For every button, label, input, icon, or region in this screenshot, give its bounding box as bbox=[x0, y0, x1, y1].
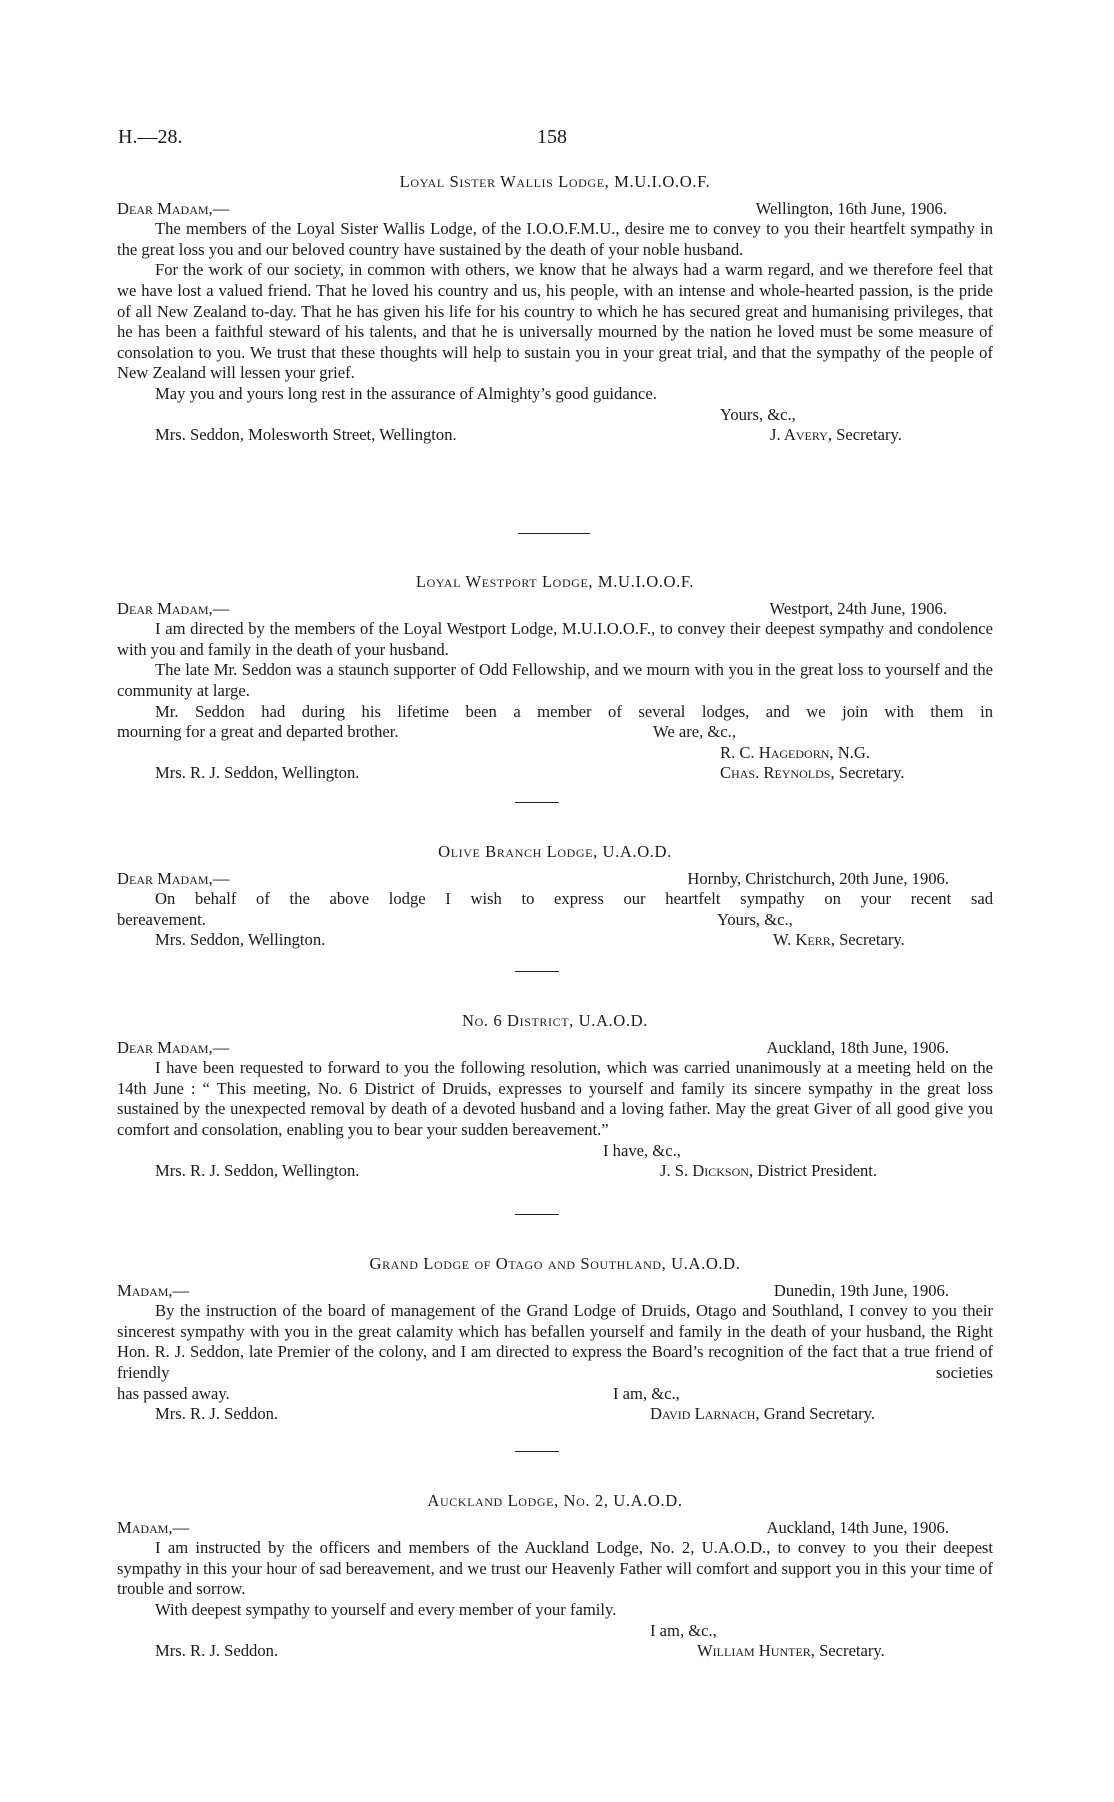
paragraph: Mr. Seddon had during his lifetime been a member of several lodges, and we join with them in bbox=[155, 701, 993, 721]
paragraph: The members of the Loyal Sister Wallis Lodge, of the I.O.O.F.M.U., desire me to convey to you their heartfelt sympathy in the great loss you and our beloved country have sustained by the death of your noble husband. bbox=[117, 219, 993, 259]
signature-role: , Secretary. bbox=[830, 930, 905, 950]
signature bbox=[720, 743, 870, 764]
salutation: Dear Madam,— bbox=[117, 198, 230, 218]
letter-no6-district bbox=[117, 1011, 993, 1182]
addressee: Mrs. Seddon, Molesworth Street, Wellington. bbox=[155, 425, 457, 445]
letter-title: Grand Lodge of Otago and Southland, U.A.O.D. bbox=[369, 1254, 741, 1273]
place-date: Auckland, 18th June, 1906. bbox=[766, 1037, 949, 1057]
letter-title: Auckland Lodge, No. 2, U.A.O.D. bbox=[427, 1491, 683, 1510]
letter-title: No. 6 District, U.A.O.D. bbox=[462, 1011, 648, 1030]
salutation: Dear Madam,— bbox=[117, 1037, 230, 1057]
separator-rule bbox=[515, 971, 559, 972]
signature-name: Chas. Reynolds bbox=[720, 763, 831, 783]
page-number: 158 bbox=[537, 126, 567, 148]
separator-rule bbox=[515, 1214, 559, 1215]
signature-role: , District President. bbox=[748, 1161, 878, 1181]
letter-title: Loyal Westport Lodge, M.U.I.O.O.F. bbox=[415, 572, 695, 591]
paragraph: May you and yours long rest in the assurance of Almighty’s good guidance. bbox=[155, 383, 657, 403]
signature bbox=[720, 763, 904, 784]
closing: I have, &c., bbox=[603, 1140, 681, 1160]
signature-role: , Secretary. bbox=[810, 1641, 885, 1661]
paragraph: For the work of our society, in common with others, we know that he always had a warm regard, and we therefore feel that we have lost a valued friend. That he loved his country and us, his people, with an intense and whole-hearted passion, is the pride of all New Zealand to-day. That he has given his life for his country to which he has secured great and humanising privileges, that he has been a faithful steward of his talents, and that he is universally mourned by the nation he loved must be some measure of consolation to you. We trust that these thoughts will help to sustain you in your great trial, and that the sympathy of the people of New Zealand will lessen your grief. bbox=[117, 260, 993, 383]
signature-name: R. C. Hagedorn bbox=[720, 742, 830, 762]
addressee: Mrs. R. J. Seddon. bbox=[155, 1641, 279, 1661]
signature bbox=[770, 425, 902, 446]
place-date: Auckland, 14th June, 1906. bbox=[766, 1517, 949, 1537]
signature-name: W. Kerr bbox=[773, 930, 831, 950]
signature-role: , Secretary. bbox=[827, 425, 902, 445]
closing: I am, &c., bbox=[650, 1620, 717, 1640]
document-code: H.—28. bbox=[118, 126, 183, 148]
separator-rule bbox=[518, 533, 590, 534]
signature bbox=[773, 930, 905, 951]
paragraph: The late Mr. Seddon was a staunch supporter of Odd Fellowship, and we mourn with you in the great loss to yourself and the community at large. bbox=[117, 660, 993, 700]
paragraph: By the instruction of the board of management of the Grand Lodge of Druids, Otago and Southland, I convey to you their sincerest sympathy with you in the great calamity which has befallen yourself and family in the death of your husband, the Right Hon. R. J. Seddon, late Premier of the colony, and I am directed to express the Board’s recognition of the fact that a true friend of friendly societies bbox=[117, 1301, 993, 1382]
closing: We are, &c., bbox=[653, 722, 736, 742]
place-date: Dunedin, 19th June, 1906. bbox=[773, 1280, 949, 1300]
paragraph: I have been requested to forward to you the following resolution, which was carried unanimously at a meeting held on the 14th June : “ This meeting, No. 6 District of Druids, expresses to yourself and family its sincere sympathy in the great loss sustained by the unexpected removal by death of a devoted husband and a loving father. May the great Giver of all good give you comfort and consolation, enabling you to bear your sudden bereavement.” bbox=[117, 1058, 993, 1139]
paragraph: I am directed by the members of the Loyal Westport Lodge, M.U.I.O.O.F., to convey their deepest sympathy and condolence with you and family in the death of your husband. bbox=[117, 619, 993, 659]
addressee: Mrs. R. J. Seddon, Wellington. bbox=[155, 1161, 360, 1181]
addressee: Mrs. Seddon, Wellington. bbox=[155, 930, 326, 950]
letter-westport bbox=[117, 572, 993, 784]
signature bbox=[660, 1161, 877, 1182]
letter-olive-branch bbox=[117, 842, 993, 951]
paragraph-last-line: mourning for a great and departed brother. bbox=[117, 722, 399, 742]
signature-role: , Grand Secretary. bbox=[755, 1404, 876, 1424]
separator-rule bbox=[515, 1451, 559, 1452]
signature bbox=[650, 1404, 875, 1425]
signature-role: , N.G. bbox=[829, 742, 870, 762]
closing: I am, &c., bbox=[613, 1383, 680, 1403]
salutation: Dear Madam,— bbox=[117, 598, 230, 618]
signature bbox=[697, 1641, 885, 1662]
addressee: Mrs. R. J. Seddon. bbox=[155, 1404, 279, 1424]
salutation: Dear Madam,— bbox=[117, 868, 230, 888]
place-date: Hornby, Christchurch, 20th June, 1906. bbox=[687, 868, 949, 888]
salutation: Madam,— bbox=[117, 1280, 190, 1300]
signature-name: J. S. Dickson bbox=[660, 1161, 749, 1181]
closing: Yours, &c., bbox=[720, 404, 796, 424]
paragraph-last-line: has passed away. bbox=[117, 1383, 230, 1403]
addressee: Mrs. R. J. Seddon, Wellington. bbox=[155, 763, 360, 783]
signature-role: , Secretary. bbox=[830, 763, 905, 783]
letter-title: Loyal Sister Wallis Lodge, M.U.I.O.O.F. bbox=[399, 172, 711, 191]
letter-sister-wallis bbox=[117, 172, 993, 446]
salutation: Madam,— bbox=[117, 1517, 190, 1537]
signature-name: David Larnach bbox=[650, 1404, 756, 1424]
paragraph: With deepest sympathy to yourself and every member of your family. bbox=[155, 1599, 617, 1619]
signature-name: William Hunter bbox=[697, 1641, 811, 1661]
paragraph: I am instructed by the officers and members of the Auckland Lodge, No. 2, U.A.O.D., to convey to you their deepest sympathy in this your hour of sad bereavement, and we trust our Heavenly Father will comfort and support you in this your time of trouble and sorrow. bbox=[117, 1538, 993, 1599]
separator-rule bbox=[515, 802, 559, 803]
paragraph-last-line: bereavement. bbox=[117, 909, 206, 929]
paragraph: On behalf of the above lodge I wish to express our heartfelt sympathy on your recent sad bbox=[155, 889, 993, 909]
signature-name: J. Avery bbox=[770, 425, 828, 445]
closing: Yours, &c., bbox=[717, 909, 793, 929]
letter-title: Olive Branch Lodge, U.A.O.D. bbox=[438, 842, 672, 861]
place-date: Westport, 24th June, 1906. bbox=[769, 598, 947, 618]
letter-auckland-lodge bbox=[117, 1491, 993, 1662]
letter-grand-lodge-otago bbox=[117, 1254, 993, 1425]
place-date: Wellington, 16th June, 1906. bbox=[755, 198, 947, 218]
